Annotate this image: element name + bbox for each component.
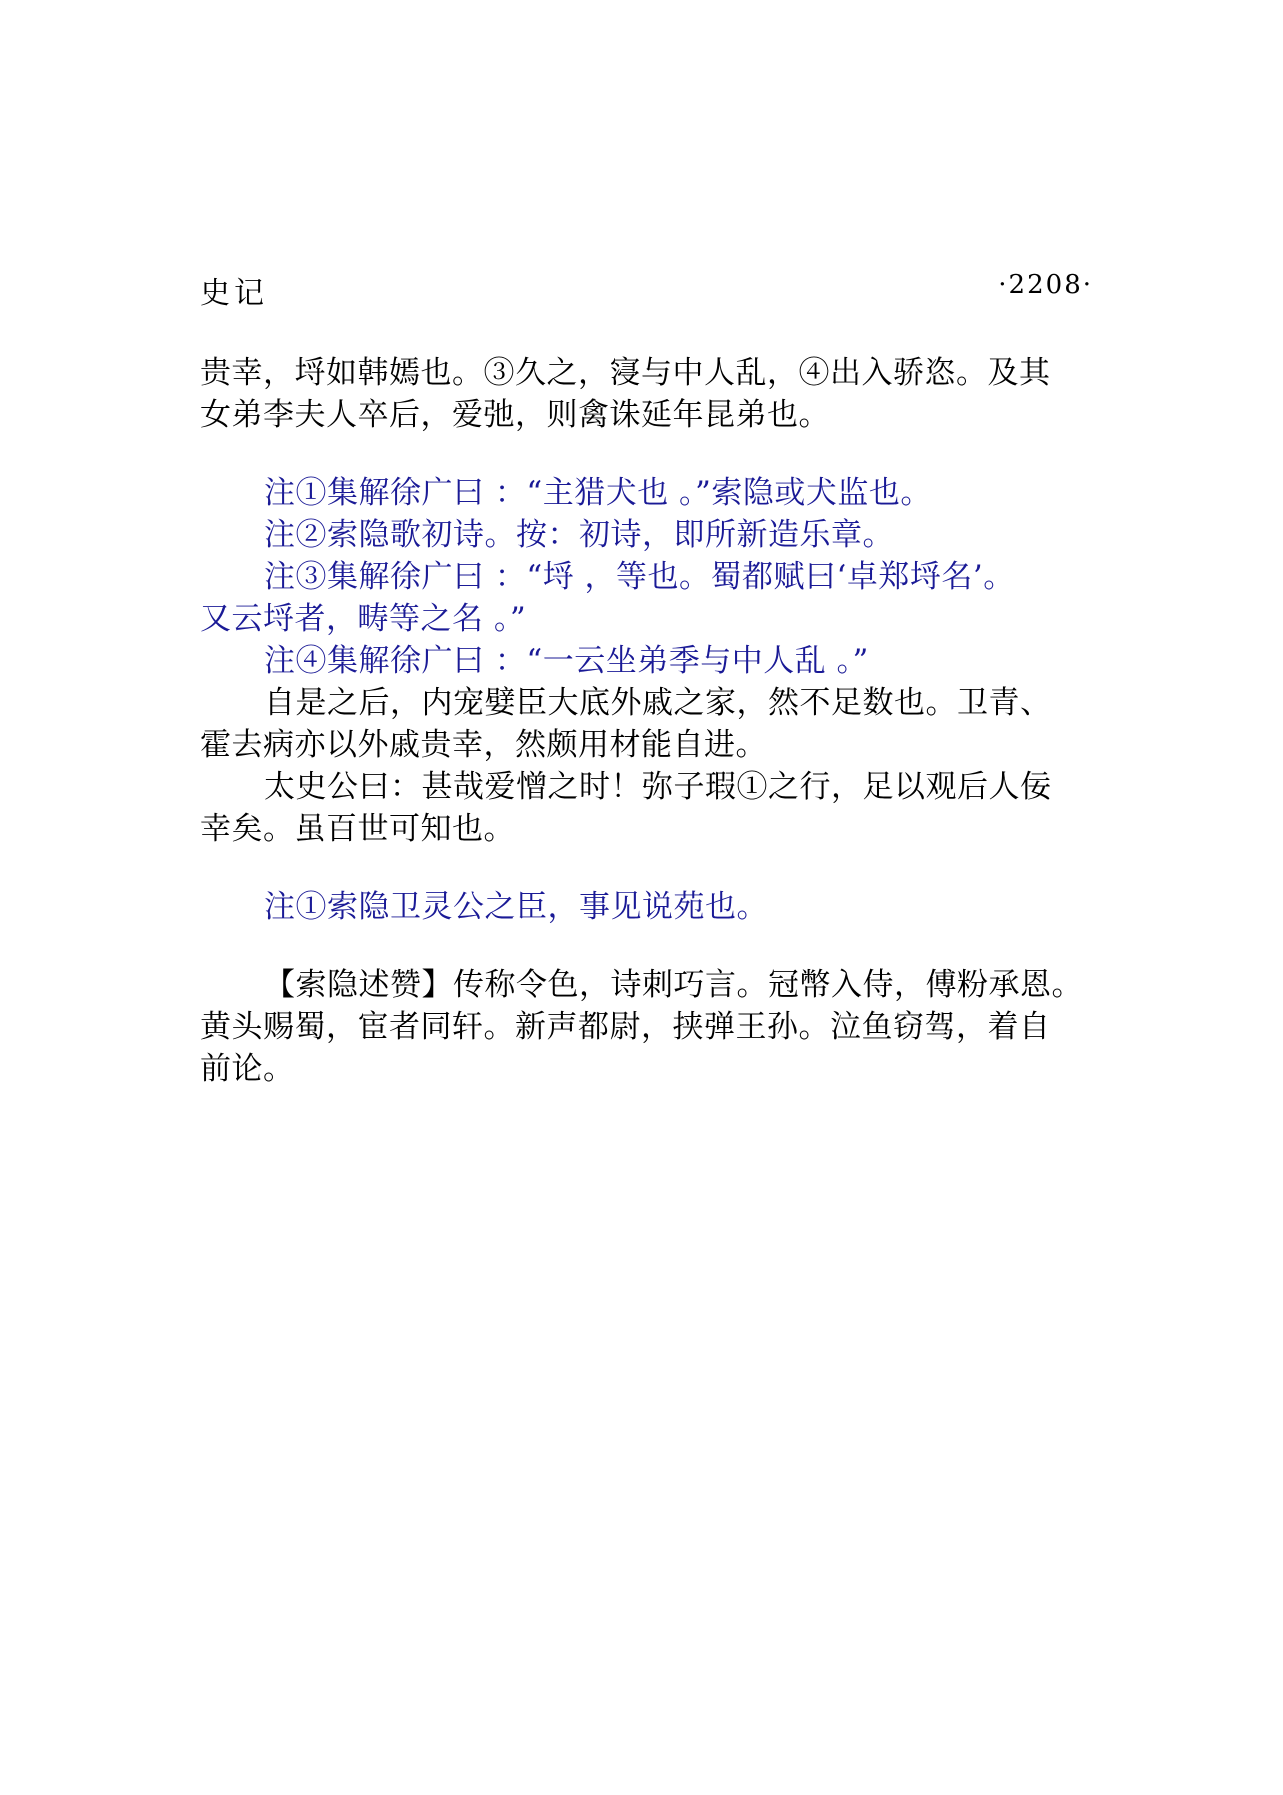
page-header <box>200 268 1093 311</box>
footnote-2: 注②索隐歌初诗。按：初诗，即所新造乐章。 <box>264 517 894 553</box>
text-line: 女弟李夫人卒后，爱弛，则禽诛延年昆弟也。 <box>200 397 830 433</box>
text-line: 黄头赐蜀，宦者同轩。新声都尉，挟弹王孙。泣鱼窃驾，着自 <box>200 1009 1051 1045</box>
footnote-3-continued: 又云埒者，畴等之名 。” <box>200 601 527 637</box>
book-title: 史记 <box>200 276 268 311</box>
text-line: 自是之后，内宠嬖臣大底外戚之家，然不足数也。卫青、 <box>264 685 1052 721</box>
text-line: 太史公曰：甚哉爱憎之时！弥子瑕①之行，足以观后人佞 <box>264 769 1052 805</box>
text-line: 贵幸，埒如韩嫣也。③久之，寖与中人乱，④出入骄恣。及其 <box>200 355 1051 391</box>
paragraph-2 <box>200 682 1100 766</box>
footnote-1: 注①索隐卫灵公之臣，事见说苑也。 <box>264 889 768 925</box>
text-line: 【索隐述赞】传称令色，诗刺巧言。冠幣入侍，傅粉承恩。 <box>264 967 1083 1003</box>
page-number: ·2208· <box>998 270 1093 300</box>
footnote-3: 注③集解徐广曰 ：“埒 ，等也。蜀都赋曰‘卓郑埒名’。 <box>264 559 1015 595</box>
footnote-1: 注①集解徐广曰 ：“主猎犬也 。”索隐或犬监也。 <box>264 475 932 511</box>
paragraph-1 <box>200 352 1100 436</box>
text-line: 霍去病亦以外戚贵幸，然颇用材能自进。 <box>200 727 767 763</box>
text-line: 前论。 <box>200 1051 295 1087</box>
paragraph-4 <box>200 964 1100 1090</box>
page-body <box>200 352 1100 1090</box>
text-line: 幸矣。虽百世可知也。 <box>200 811 515 847</box>
footnote-4: 注④集解徐广曰 ：“一云坐弟季与中人乱 。” <box>264 643 869 679</box>
paragraph-3 <box>200 766 1100 850</box>
notes-block-1 <box>200 472 1100 682</box>
notes-block-2 <box>200 886 1100 928</box>
